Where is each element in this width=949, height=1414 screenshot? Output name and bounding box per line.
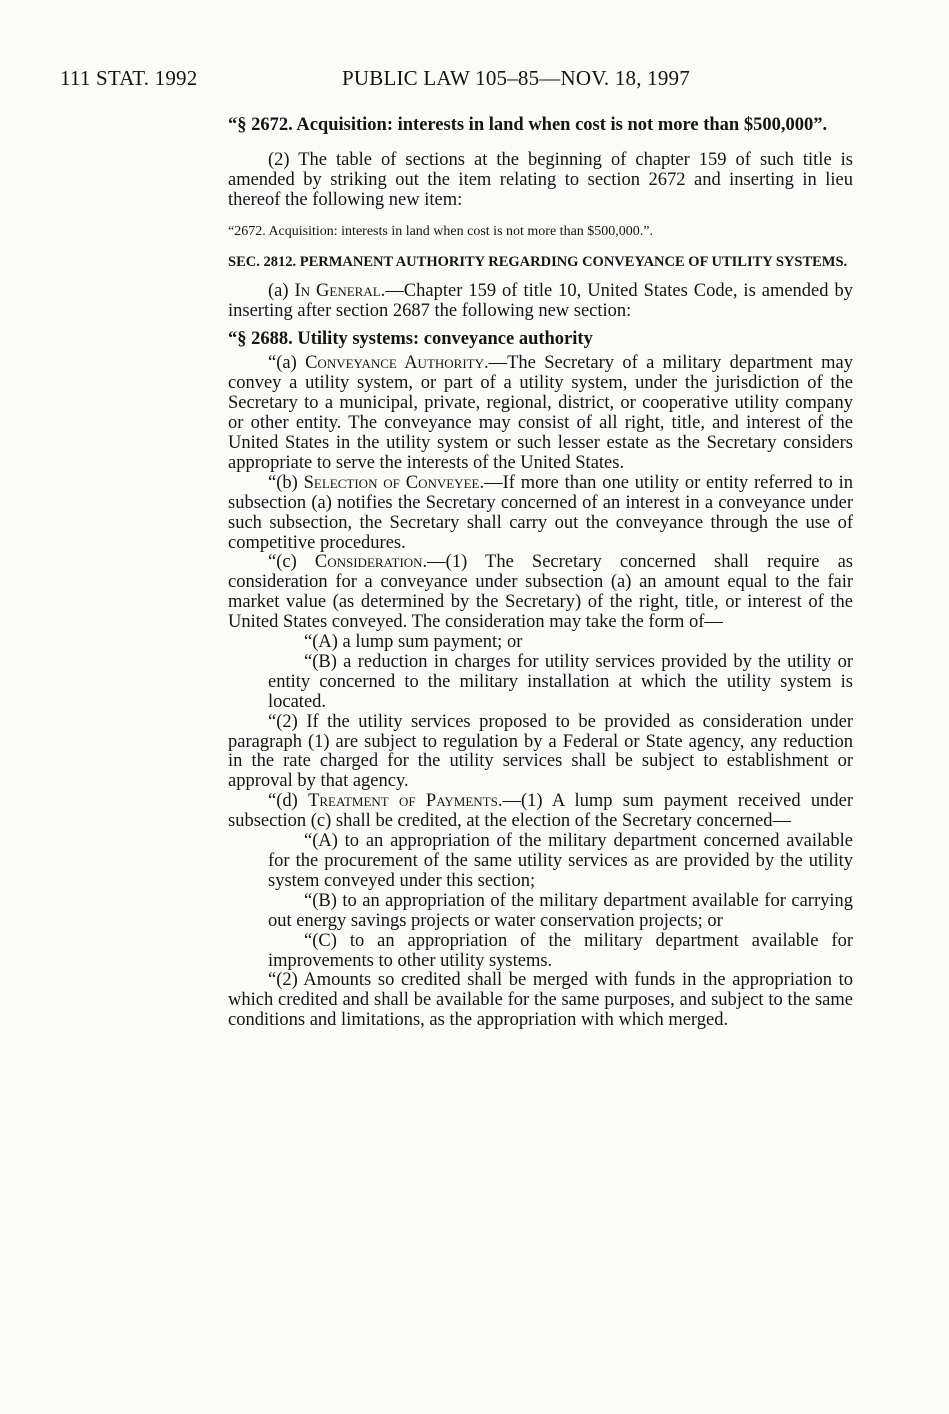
consideration-item-a: “(A) a lump sum payment; or: [304, 632, 523, 653]
treatment-paragraph-2: “(2) Amounts so credited shall be merged with funds in the appropriation to which credited and shall be available for the same purposes, and subject to the same conditions and limitations, as the appropriation with which merged.: [228, 970, 853, 1031]
consideration-paragraph: [228, 553, 853, 633]
running-header: PUBLIC LAW 105–85—NOV. 18, 1997: [342, 66, 690, 90]
table-amend-paragraph: (2) The table of sections at the beginning of chapter 159 of such title is amended by striking out the item relating to section 2672 and inserting in lieu thereof the following new item:: [228, 149, 853, 210]
document-body: [228, 116, 853, 1031]
selection-of-conveyee-paragraph: [228, 474, 853, 554]
selection-prefix: “(b): [268, 472, 304, 493]
section-2688-heading: “§ 2688. Utility systems: conveyance authority: [228, 329, 593, 350]
conveyance-authority-text: .—The Secretary of a military department may convey a utility system, or part of a utility system, under the jurisdiction of the Secretary to a municipal, private, regional, district, or cooperative utility company or other entity. The conveyance may consist of all right, title, and interest of the United States in the utility system or such lesser estate as the Secretary considers appropriate to serve the interests of the United States.: [228, 353, 853, 473]
consideration-text: .—(1) The Secretary concerned shall require as consideration for a conveyance under subsection (a) an amount equal to the fair market value (as determined by the Secretary) of the right, title, or interest of the United States conveyed. The consideration may take the form of—: [228, 552, 853, 633]
conveyance-authority-heading: Conveyance Authority: [305, 353, 484, 374]
treatment-item-c: “(C) to an appropriation of the military department available for improvements to other utility systems.: [268, 930, 853, 971]
statute-page-ref: 111 STAT. 1992: [60, 66, 198, 90]
consideration-prefix: “(c): [268, 552, 315, 573]
subsection-a-prefix: (a): [268, 280, 295, 301]
selection-text: .—If more than one utility or entity referred to in subsection (a) notifies the Secretary concerned of an interest in a conveyance under such subsection, the Secretary shall carry out the conveyance through the use of competitive procedures.: [228, 472, 853, 553]
consideration-heading: Consideration: [314, 552, 423, 573]
conveyance-authority-paragraph: [228, 354, 853, 473]
treatment-heading: Treatment of Payments: [308, 791, 498, 812]
subsection-a-text: .—Chapter 159 of title 10, United States Code, is amended by inserting after section 2687 the following new section:: [228, 280, 853, 321]
consideration-item-b: “(B) a reduction in charges for utility services provided by the utility or entity concerned to the military installation at which the utility system is located.: [268, 651, 853, 712]
treatment-item-b: “(B) to an appropriation of the military department available for carrying out energy savings projects or water conservation projects; or: [268, 890, 853, 931]
consideration-paragraph-2: “(2) If the utility services proposed to be provided as consideration under paragraph (1) are subject to regulation by a Federal or State agency, any reduction in the rate charged for the utility services shall be subject to establishment or approval by that agency.: [228, 711, 853, 792]
section-2812-title: SEC. 2812. PERMANENT AUTHORITY REGARDING CONVEYANCE OF UTILITY SYSTEMS.: [228, 253, 848, 270]
treatment-prefix: “(d): [268, 791, 309, 812]
subsection-a-heading: In General: [294, 280, 381, 301]
table-of-sections-item: “2672. Acquisition: interests in land when cost is not more than $500,000.”.: [228, 223, 653, 239]
selection-heading: Selection of Conveyee: [303, 472, 480, 493]
treatment-text: .—(1) A lump sum payment received under subsection (c) shall be credited, at the election of the Secretary concerned—: [228, 791, 853, 832]
section-2672-heading: “§ 2672. Acquisition: interests in land when cost is not more than $500,000”.: [228, 115, 828, 135]
treatment-item-a: “(A) to an appropriation of the military department concerned available for the procurement of the same utility services as are provided by the utility system conveyed under this section;: [268, 831, 853, 891]
conveyance-authority-prefix: “(a): [268, 353, 306, 374]
subsection-a-general: [228, 282, 853, 322]
treatment-of-payments-paragraph: [228, 792, 853, 832]
